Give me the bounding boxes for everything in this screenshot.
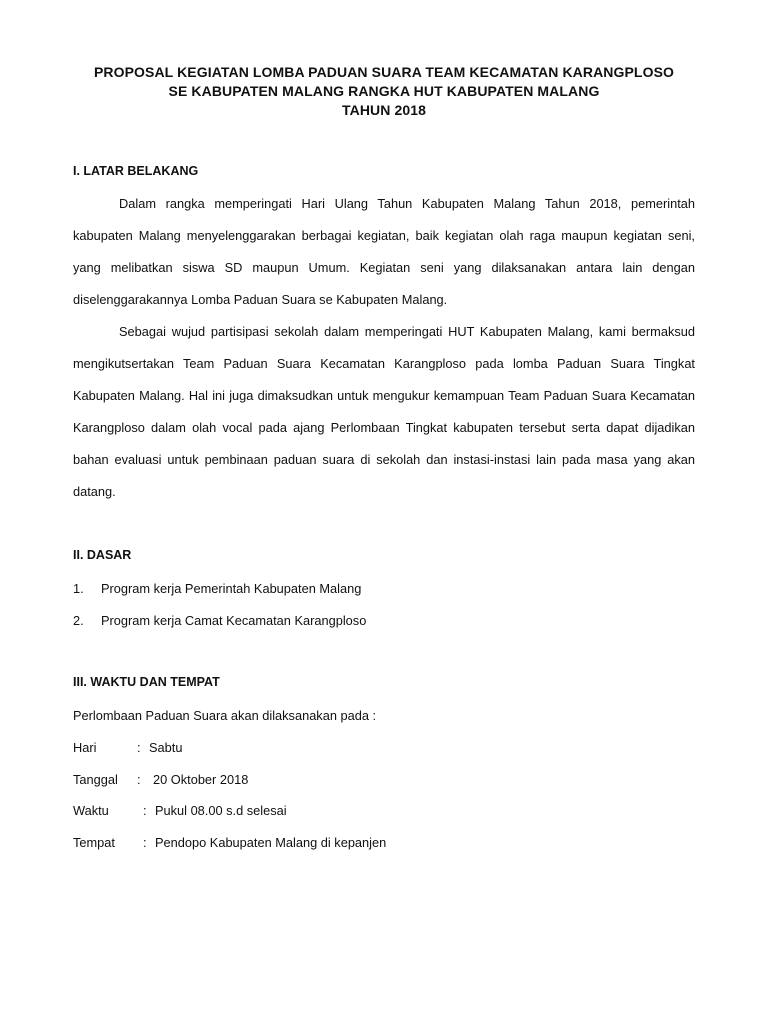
- list-item-text: Program kerja Camat Kecamatan Karangploso: [101, 613, 367, 628]
- detail-label: Tempat: [73, 835, 115, 850]
- detail-separator: :: [143, 835, 147, 850]
- section-heading-latar-belakang: I. LATAR BELAKANG: [73, 164, 199, 178]
- list-item-number: 2.: [73, 613, 84, 628]
- document-title: [40, 63, 728, 120]
- detail-label: Waktu: [73, 803, 109, 818]
- detail-separator: :: [137, 772, 141, 787]
- paragraph-latar-belakang-2: Sebagai wujud partisipasi sekolah dalam memperingati HUT Kabupaten Malang, kami bermaksud mengikutsertakan Team Paduan Suara Kecamatan Karangploso pada lomba Paduan Suara Tingkat Kabupaten Malang. Hal ini juga dimaksudkan untuk mengukur kemampuan Team Paduan Suara Kecamatan Karangploso dalam olah vocal pada ajang Perlombaan Tingkat kabupaten tersebut serta dapat dijadikan bahan evaluasi untuk pembinaan paduan suara di sekolah dan instasi-instasi lain pada masa yang akan datang.: [73, 324, 695, 499]
- detail-row-hari: [73, 740, 182, 755]
- list-item: [73, 581, 361, 596]
- section-heading-dasar: II. DASAR: [73, 548, 132, 562]
- detail-value: 20 Oktober 2018: [153, 772, 249, 787]
- paragraph-latar-belakang-1: Dalam rangka memperingati Hari Ulang Tahun Kabupaten Malang Tahun 2018, pemerintah kabupaten Malang menyelenggarakan berbagai kegiatan, baik kegiatan olah raga maupun kegiatan seni, yang melibatkan siswa SD maupun Umum. Kegiatan seni yang dilaksanakan antara lain dengan diselenggarakannya Lomba Paduan Suara se Kabupaten Malang.: [73, 196, 695, 307]
- detail-row-tanggal: [73, 772, 248, 787]
- list-item-number: 1.: [73, 581, 84, 596]
- detail-row-tempat: [73, 835, 386, 850]
- schedule-intro: Perlombaan Paduan Suara akan dilaksanakan pada :: [73, 708, 377, 723]
- title-line-3: TAHUN 2018: [342, 102, 426, 118]
- detail-separator: :: [137, 740, 141, 755]
- title-line-1: PROPOSAL KEGIATAN LOMBA PADUAN SUARA TEAM KECAMATAN KARANGPLOSO: [93, 64, 675, 80]
- list-item-text: Program kerja Pemerintah Kabupaten Malang: [101, 581, 362, 596]
- detail-row-waktu: [73, 803, 287, 818]
- detail-value: Pendopo Kabupaten Malang di kepanjen: [155, 835, 387, 850]
- detail-label: Tanggal: [73, 772, 118, 787]
- detail-value: Sabtu: [149, 740, 183, 755]
- detail-label: Hari: [73, 740, 97, 755]
- detail-value: Pukul 08.00 s.d selesai: [155, 803, 287, 818]
- title-line-2: SE KABUPATEN MALANG RANGKA HUT KABUPATEN MALANG: [168, 83, 600, 99]
- list-item: [73, 613, 366, 628]
- detail-separator: :: [143, 803, 147, 818]
- section-heading-waktu-tempat: III. WAKTU DAN TEMPAT: [73, 675, 220, 689]
